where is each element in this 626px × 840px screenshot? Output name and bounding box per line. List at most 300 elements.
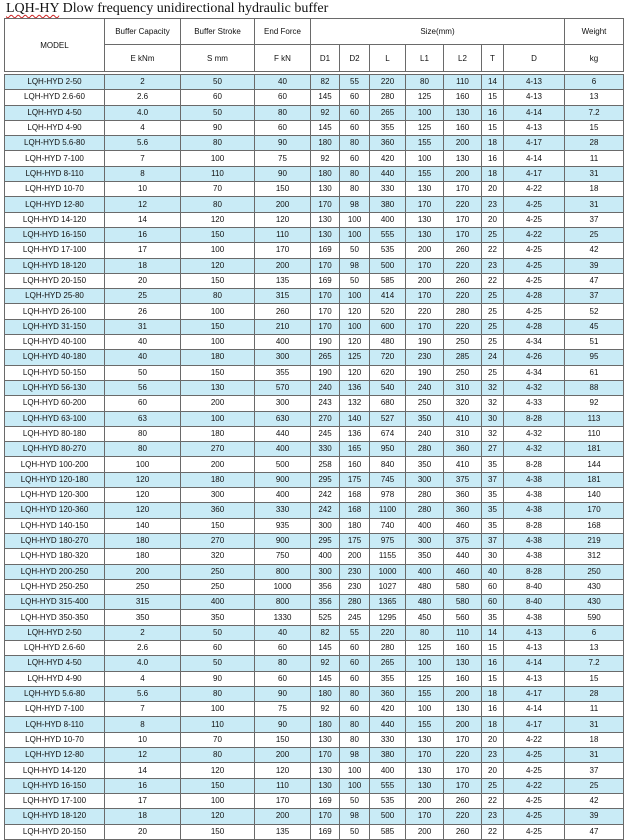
table-cell: 125 — [406, 90, 444, 105]
model-cell: LQH-HYD 4-90 — [5, 671, 105, 686]
header-weight: Weight — [565, 19, 624, 45]
table-cell: 310 — [444, 426, 482, 441]
table-cell: 180 — [311, 166, 340, 181]
table-cell: 585 — [370, 273, 406, 288]
table-row — [5, 702, 624, 717]
table-cell: 35 — [482, 457, 504, 472]
table-cell: 136 — [340, 426, 370, 441]
table-cell: 560 — [444, 610, 482, 625]
table-cell: 170 — [444, 732, 482, 747]
table-cell: 100 — [406, 151, 444, 166]
model-cell: LQH-HYD 12-80 — [5, 197, 105, 212]
table-cell: 100 — [340, 778, 370, 793]
table-cell: 360 — [444, 488, 482, 503]
table-cell: 60 — [340, 702, 370, 717]
table-cell: 7 — [105, 151, 181, 166]
table-cell: 200 — [105, 564, 181, 579]
table-cell: 250 — [406, 396, 444, 411]
table-cell: 5.6 — [105, 686, 181, 701]
table-cell: 4-38 — [504, 472, 565, 487]
header-model: MODEL — [5, 19, 105, 72]
table-cell: 110 — [255, 227, 311, 242]
table-cell: 90 — [181, 671, 255, 686]
table-cell: 25 — [482, 319, 504, 334]
table-cell: 300 — [255, 396, 311, 411]
table-cell: 180 — [105, 549, 181, 564]
table-cell: 155 — [406, 686, 444, 701]
table-row — [5, 212, 624, 227]
table-cell: 4-25 — [504, 197, 565, 212]
table-cell: 7.2 — [565, 105, 624, 120]
table-cell: 280 — [370, 90, 406, 105]
table-cell: 8 — [105, 717, 181, 732]
table-cell: 15 — [565, 120, 624, 135]
table-row — [5, 273, 624, 288]
table-cell: 169 — [311, 793, 340, 808]
table-cell: 80 — [105, 426, 181, 441]
table-cell: 113 — [565, 411, 624, 426]
table-cell: 4-38 — [504, 533, 565, 548]
table-cell: 150 — [255, 732, 311, 747]
table-cell: 570 — [255, 380, 311, 395]
table-cell: 37 — [565, 763, 624, 778]
table-cell: 580 — [444, 579, 482, 594]
table-cell: 40 — [105, 350, 181, 365]
table-cell: 181 — [565, 472, 624, 487]
table-cell: 60 — [340, 656, 370, 671]
table-cell: 35 — [482, 488, 504, 503]
table-cell: 4-25 — [504, 243, 565, 258]
table-cell: 300 — [406, 472, 444, 487]
title-prefix: LQH-HY — [6, 1, 60, 16]
table-cell: 750 — [255, 549, 311, 564]
table-cell: 100 — [340, 212, 370, 227]
table-cell: 135 — [255, 824, 311, 839]
table-cell: 168 — [565, 518, 624, 533]
unit-l2: L2 — [444, 45, 482, 72]
table-cell: 400 — [255, 488, 311, 503]
table-cell: 100 — [181, 411, 255, 426]
table-cell: 230 — [340, 579, 370, 594]
table-cell: 50 — [340, 243, 370, 258]
table-cell: 155 — [406, 136, 444, 151]
table-cell: 60 — [340, 120, 370, 135]
table-cell: 92 — [311, 105, 340, 120]
table-cell: 60 — [255, 640, 311, 655]
model-cell: LQH-HYD 250-250 — [5, 579, 105, 594]
table-cell: 170 — [406, 289, 444, 304]
table-cell: 400 — [255, 335, 311, 350]
table-cell: 220 — [444, 319, 482, 334]
table-cell: 330 — [370, 732, 406, 747]
table-cell: 12 — [105, 197, 181, 212]
table-cell: 20 — [105, 273, 181, 288]
table-cell: 92 — [311, 151, 340, 166]
table-cell: 170 — [311, 304, 340, 319]
table-cell: 170 — [565, 503, 624, 518]
unit-d: D — [504, 45, 565, 72]
table-cell: 80 — [105, 442, 181, 457]
table-cell: 1100 — [370, 503, 406, 518]
table-header — [5, 19, 624, 75]
table-cell: 98 — [340, 809, 370, 824]
table-cell: 10 — [105, 732, 181, 747]
model-cell: LQH-HYD 80-180 — [5, 426, 105, 441]
table-cell: 18 — [565, 182, 624, 197]
model-cell: LQH-HYD 14-120 — [5, 212, 105, 227]
table-cell: 4-17 — [504, 136, 565, 151]
table-cell: 22 — [482, 824, 504, 839]
table-cell: 56 — [105, 380, 181, 395]
table-cell: 200 — [255, 197, 311, 212]
table-cell: 4-25 — [504, 212, 565, 227]
table-row — [5, 610, 624, 625]
model-cell: LQH-HYD 7-100 — [5, 702, 105, 717]
table-cell: 8-40 — [504, 595, 565, 610]
model-cell: LQH-HYD 60-200 — [5, 396, 105, 411]
unit-kg: kg — [565, 45, 624, 72]
model-cell: LQH-HYD 40-100 — [5, 335, 105, 350]
table-cell: 37 — [482, 533, 504, 548]
unit-e-knm: E kNm — [105, 45, 181, 72]
table-row — [5, 824, 624, 839]
table-cell: 120 — [181, 212, 255, 227]
model-cell: LQH-HYD 26-100 — [5, 304, 105, 319]
table-cell: 11 — [565, 702, 624, 717]
model-cell: LQH-HYD 140-150 — [5, 518, 105, 533]
table-cell: 7 — [105, 702, 181, 717]
table-cell: 800 — [255, 564, 311, 579]
table-cell: 280 — [340, 595, 370, 610]
table-cell: 4.0 — [105, 656, 181, 671]
table-cell: 258 — [311, 457, 340, 472]
table-cell: 150 — [181, 778, 255, 793]
table-cell: 130 — [444, 702, 482, 717]
table-cell: 242 — [311, 503, 340, 518]
table-cell: 4-33 — [504, 396, 565, 411]
table-cell: 170 — [444, 227, 482, 242]
table-cell: 132 — [340, 396, 370, 411]
table-cell: 120 — [181, 763, 255, 778]
table-cell: 4-32 — [504, 426, 565, 441]
table-cell: 170 — [311, 197, 340, 212]
table-cell: 145 — [311, 640, 340, 655]
table-cell: 400 — [370, 763, 406, 778]
table-cell: 4-32 — [504, 380, 565, 395]
model-cell: LQH-HYD 10-70 — [5, 182, 105, 197]
table-cell: 28 — [565, 136, 624, 151]
table-cell: 170 — [406, 319, 444, 334]
table-cell: 98 — [340, 197, 370, 212]
table-cell: 52 — [565, 304, 624, 319]
table-cell: 82 — [311, 625, 340, 640]
table-cell: 420 — [370, 151, 406, 166]
table-cell: 410 — [444, 457, 482, 472]
table-cell: 220 — [444, 809, 482, 824]
table-row — [5, 120, 624, 135]
table-cell: 200 — [181, 457, 255, 472]
table-cell: 200 — [444, 166, 482, 181]
table-cell: 380 — [370, 197, 406, 212]
table-cell: 4-28 — [504, 289, 565, 304]
table-cell: 80 — [340, 182, 370, 197]
table-cell: 4-17 — [504, 166, 565, 181]
table-cell: 80 — [340, 136, 370, 151]
model-cell: LQH-HYD 50-150 — [5, 365, 105, 380]
model-cell: LQH-HYD 2-50 — [5, 75, 105, 90]
table-cell: 8 — [105, 166, 181, 181]
table-row — [5, 304, 624, 319]
table-cell: 150 — [181, 273, 255, 288]
model-cell: LQH-HYD 120-360 — [5, 503, 105, 518]
table-cell: 5.6 — [105, 136, 181, 151]
table-cell: 130 — [311, 732, 340, 747]
table-cell: 25 — [482, 227, 504, 242]
table-cell: 25 — [482, 304, 504, 319]
table-row — [5, 472, 624, 487]
table-cell: 16 — [482, 656, 504, 671]
table-cell: 130 — [311, 763, 340, 778]
table-cell: 27 — [482, 442, 504, 457]
model-cell: LQH-HYD 18-120 — [5, 809, 105, 824]
table-cell: 155 — [406, 166, 444, 181]
table-cell: 240 — [311, 380, 340, 395]
table-cell: 110 — [444, 625, 482, 640]
table-cell: 190 — [406, 365, 444, 380]
table-cell: 150 — [181, 824, 255, 839]
table-cell: 120 — [340, 335, 370, 350]
table-cell: 430 — [565, 595, 624, 610]
table-cell: 200 — [340, 549, 370, 564]
header-size: Size(mm) — [311, 19, 565, 45]
table-cell: 220 — [444, 197, 482, 212]
table-cell: 50 — [340, 824, 370, 839]
table-cell: 460 — [444, 518, 482, 533]
table-cell: 260 — [444, 273, 482, 288]
table-row — [5, 442, 624, 457]
table-cell: 50 — [340, 273, 370, 288]
table-row — [5, 579, 624, 594]
table-cell: 45 — [565, 319, 624, 334]
table-cell: 243 — [311, 396, 340, 411]
model-cell: LQH-HYD 100-200 — [5, 457, 105, 472]
table-cell: 330 — [370, 182, 406, 197]
table-cell: 31 — [565, 748, 624, 763]
table-cell: 130 — [181, 380, 255, 395]
table-cell: 15 — [482, 90, 504, 105]
table-row — [5, 518, 624, 533]
table-cell: 90 — [255, 717, 311, 732]
table-cell: 22 — [482, 243, 504, 258]
table-cell: 40 — [255, 625, 311, 640]
table-cell: 500 — [255, 457, 311, 472]
table-row — [5, 151, 624, 166]
table-cell: 4-25 — [504, 763, 565, 778]
table-cell: 18 — [482, 166, 504, 181]
table-cell: 30 — [482, 549, 504, 564]
table-cell: 200 — [181, 396, 255, 411]
table-cell: 8-40 — [504, 579, 565, 594]
table-cell: 25 — [565, 778, 624, 793]
table-cell: 170 — [406, 748, 444, 763]
table-cell: 100 — [406, 105, 444, 120]
table-cell: 355 — [370, 671, 406, 686]
table-cell: 330 — [255, 503, 311, 518]
model-cell: LQH-HYD 14-120 — [5, 763, 105, 778]
model-cell: LQH-HYD 8-110 — [5, 717, 105, 732]
table-cell: 20 — [482, 212, 504, 227]
table-cell: 200 — [406, 243, 444, 258]
model-cell: LQH-HYD 120-300 — [5, 488, 105, 503]
table-cell: 175 — [340, 472, 370, 487]
table-cell: 6 — [565, 625, 624, 640]
table-cell: 265 — [370, 656, 406, 671]
table-cell: 17 — [105, 243, 181, 258]
table-cell: 32 — [482, 426, 504, 441]
table-cell: 4-22 — [504, 227, 565, 242]
table-cell: 130 — [406, 212, 444, 227]
model-cell: LQH-HYD 120-180 — [5, 472, 105, 487]
table-cell: 100 — [181, 702, 255, 717]
table-row — [5, 488, 624, 503]
table-cell: 180 — [181, 472, 255, 487]
table-cell: 4-38 — [504, 488, 565, 503]
table-cell: 4-34 — [504, 335, 565, 350]
table-cell: 170 — [444, 778, 482, 793]
table-cell: 98 — [340, 258, 370, 273]
table-cell: 125 — [406, 671, 444, 686]
table-cell: 13 — [565, 640, 624, 655]
table-cell: 15 — [565, 671, 624, 686]
table-cell: 169 — [311, 243, 340, 258]
table-cell: 180 — [311, 686, 340, 701]
table-cell: 37 — [565, 212, 624, 227]
table-row — [5, 748, 624, 763]
table-row — [5, 350, 624, 365]
model-cell: LQH-HYD 16-150 — [5, 227, 105, 242]
table-cell: 120 — [340, 365, 370, 380]
model-cell: LQH-HYD 5.6-80 — [5, 686, 105, 701]
table-cell: 295 — [311, 472, 340, 487]
table-cell: 4-25 — [504, 748, 565, 763]
table-row — [5, 426, 624, 441]
table-cell: 4-25 — [504, 258, 565, 273]
table-cell: 555 — [370, 778, 406, 793]
table-cell: 47 — [565, 824, 624, 839]
table-cell: 200 — [444, 717, 482, 732]
table-cell: 380 — [370, 748, 406, 763]
model-cell: LQH-HYD 10-70 — [5, 732, 105, 747]
table-cell: 350 — [181, 610, 255, 625]
table-cell: 400 — [255, 442, 311, 457]
table-cell: 30 — [482, 411, 504, 426]
table-cell: 61 — [565, 365, 624, 380]
table-cell: 170 — [255, 243, 311, 258]
table-cell: 270 — [311, 411, 340, 426]
table-cell: 17 — [105, 793, 181, 808]
table-cell: 130 — [444, 656, 482, 671]
table-row — [5, 763, 624, 778]
table-cell: 40 — [482, 564, 504, 579]
table-cell: 50 — [340, 793, 370, 808]
table-cell: 250 — [105, 579, 181, 594]
table-cell: 585 — [370, 824, 406, 839]
table-cell: 120 — [340, 304, 370, 319]
table-cell: 170 — [444, 763, 482, 778]
table-cell: 1000 — [370, 564, 406, 579]
table-cell: 16 — [482, 702, 504, 717]
table-cell: 4-13 — [504, 640, 565, 655]
table-cell: 978 — [370, 488, 406, 503]
table-cell: 150 — [181, 319, 255, 334]
table-cell: 169 — [311, 273, 340, 288]
table-cell: 375 — [444, 472, 482, 487]
table-cell: 460 — [444, 564, 482, 579]
table-cell: 230 — [340, 564, 370, 579]
table-row — [5, 105, 624, 120]
table-cell: 300 — [255, 350, 311, 365]
table-cell: 4-25 — [504, 793, 565, 808]
table-cell: 20 — [482, 182, 504, 197]
table-row — [5, 335, 624, 350]
table-row — [5, 793, 624, 808]
table-cell: 535 — [370, 793, 406, 808]
table-cell: 4-14 — [504, 702, 565, 717]
table-row — [5, 640, 624, 655]
table-cell: 410 — [444, 411, 482, 426]
table-cell: 31 — [105, 319, 181, 334]
table-cell: 90 — [255, 686, 311, 701]
table-cell: 150 — [255, 182, 311, 197]
table-cell: 210 — [255, 319, 311, 334]
model-cell: LQH-HYD 5.6-80 — [5, 136, 105, 151]
table-cell: 20 — [482, 763, 504, 778]
table-cell: 8-28 — [504, 411, 565, 426]
table-cell: 32 — [482, 396, 504, 411]
table-cell: 60 — [255, 671, 311, 686]
table-cell: 31 — [565, 197, 624, 212]
table-cell: 120 — [105, 472, 181, 487]
table-cell: 190 — [311, 365, 340, 380]
table-cell: 160 — [444, 120, 482, 135]
table-cell: 280 — [406, 488, 444, 503]
table-cell: 90 — [181, 120, 255, 135]
title-text: Dlow frequency unidirectional hydraulic buffer — [59, 1, 329, 16]
table-cell: 270 — [181, 533, 255, 548]
table-cell: 800 — [255, 595, 311, 610]
table-cell: 360 — [181, 503, 255, 518]
table-cell: 135 — [255, 273, 311, 288]
table-cell: 4-22 — [504, 732, 565, 747]
table-cell: 4-14 — [504, 105, 565, 120]
table-cell: 1365 — [370, 595, 406, 610]
table-row — [5, 809, 624, 824]
table-cell: 100 — [406, 656, 444, 671]
table-cell: 98 — [340, 748, 370, 763]
table-cell: 92 — [311, 702, 340, 717]
table-cell: 100 — [181, 243, 255, 258]
table-cell: 22 — [482, 793, 504, 808]
table-cell: 125 — [340, 350, 370, 365]
table-cell: 47 — [565, 273, 624, 288]
table-cell: 2 — [105, 75, 181, 90]
table-cell: 160 — [340, 457, 370, 472]
table-cell: 480 — [370, 335, 406, 350]
table-cell: 420 — [370, 702, 406, 717]
table-cell: 200 — [406, 273, 444, 288]
table-cell: 430 — [565, 579, 624, 594]
buffer-spec-table — [4, 18, 624, 840]
